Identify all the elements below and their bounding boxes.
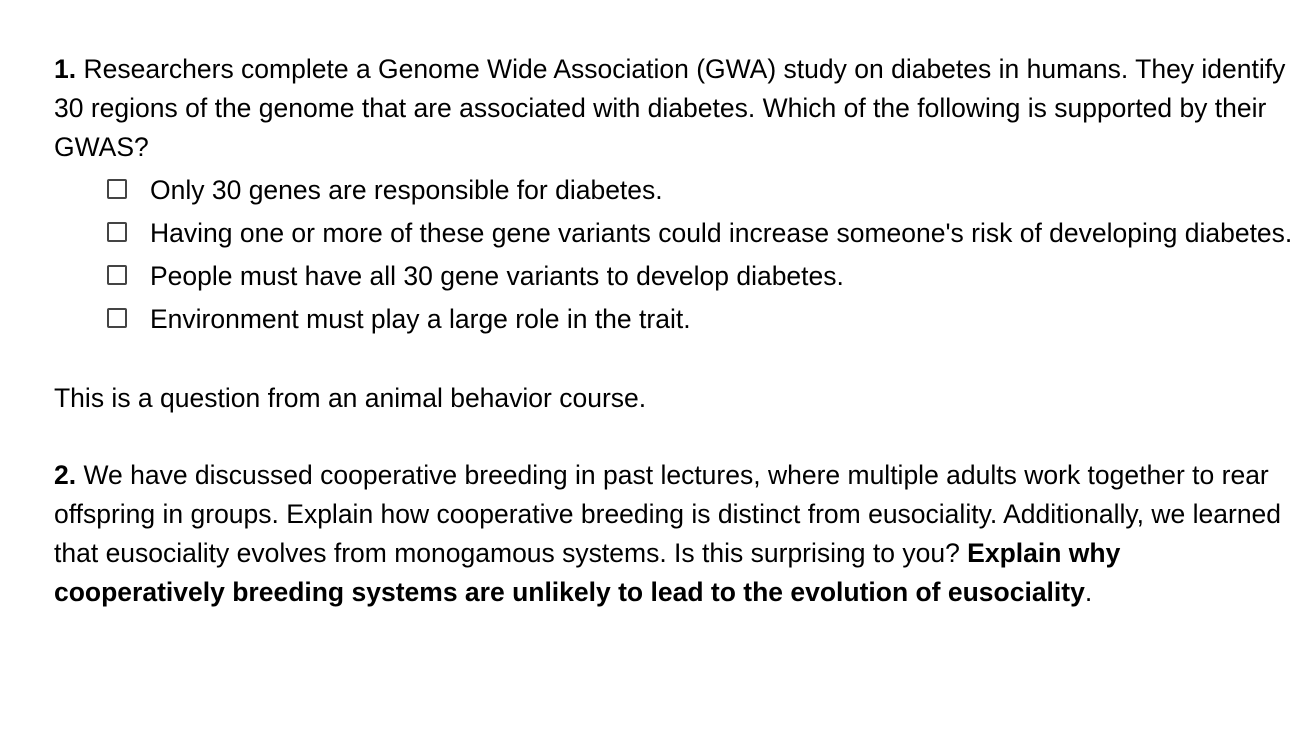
question-2 — [54, 456, 1294, 612]
option-2[interactable] — [54, 214, 1313, 253]
question-1-number: 1. — [54, 54, 77, 84]
question-2-trailing: . — [1084, 577, 1093, 607]
checkbox[interactable] — [107, 179, 127, 199]
option-4[interactable] — [54, 300, 1313, 339]
option-3[interactable] — [54, 257, 1313, 296]
question-2-emphasis: Explain why cooperatively breeding systems are unlikely to lead to the evolution of eusociality — [54, 538, 1121, 607]
question-1-text: Researchers complete a Genome Wide Association (GWA) study on diabetes in humans. They identify 30 regions of the genome that are associated with diabetes. Which of the following is supported by their GWAS? — [54, 54, 1286, 162]
question-1 — [54, 50, 1313, 167]
question-1-options — [54, 171, 1313, 339]
checkbox[interactable] — [107, 265, 127, 285]
option-label: Having one or more of these gene variants could increase someone's risk of developing diabetes. — [150, 218, 1293, 248]
course-note: This is a question from an animal behavior course. — [54, 383, 647, 413]
option-label: Only 30 genes are responsible for diabetes. — [150, 175, 663, 205]
question-2-number: 2. — [54, 460, 77, 490]
option-1[interactable] — [54, 171, 1313, 210]
option-label: Environment must play a large role in the trait. — [150, 304, 691, 334]
checkbox[interactable] — [107, 308, 127, 328]
document-page — [54, 50, 1313, 612]
checkbox[interactable] — [107, 222, 127, 242]
question-2-text: We have discussed cooperative breeding in past lectures, where multiple adults work together to rear offspring in groups. Explain how cooperative breeding is distinct from eusociality. Additionally, we learned that eusociality evolves from monogamous systems. Is this surprising to you? — [54, 460, 1282, 568]
option-label: People must have all 30 gene variants to develop diabetes. — [150, 261, 844, 291]
